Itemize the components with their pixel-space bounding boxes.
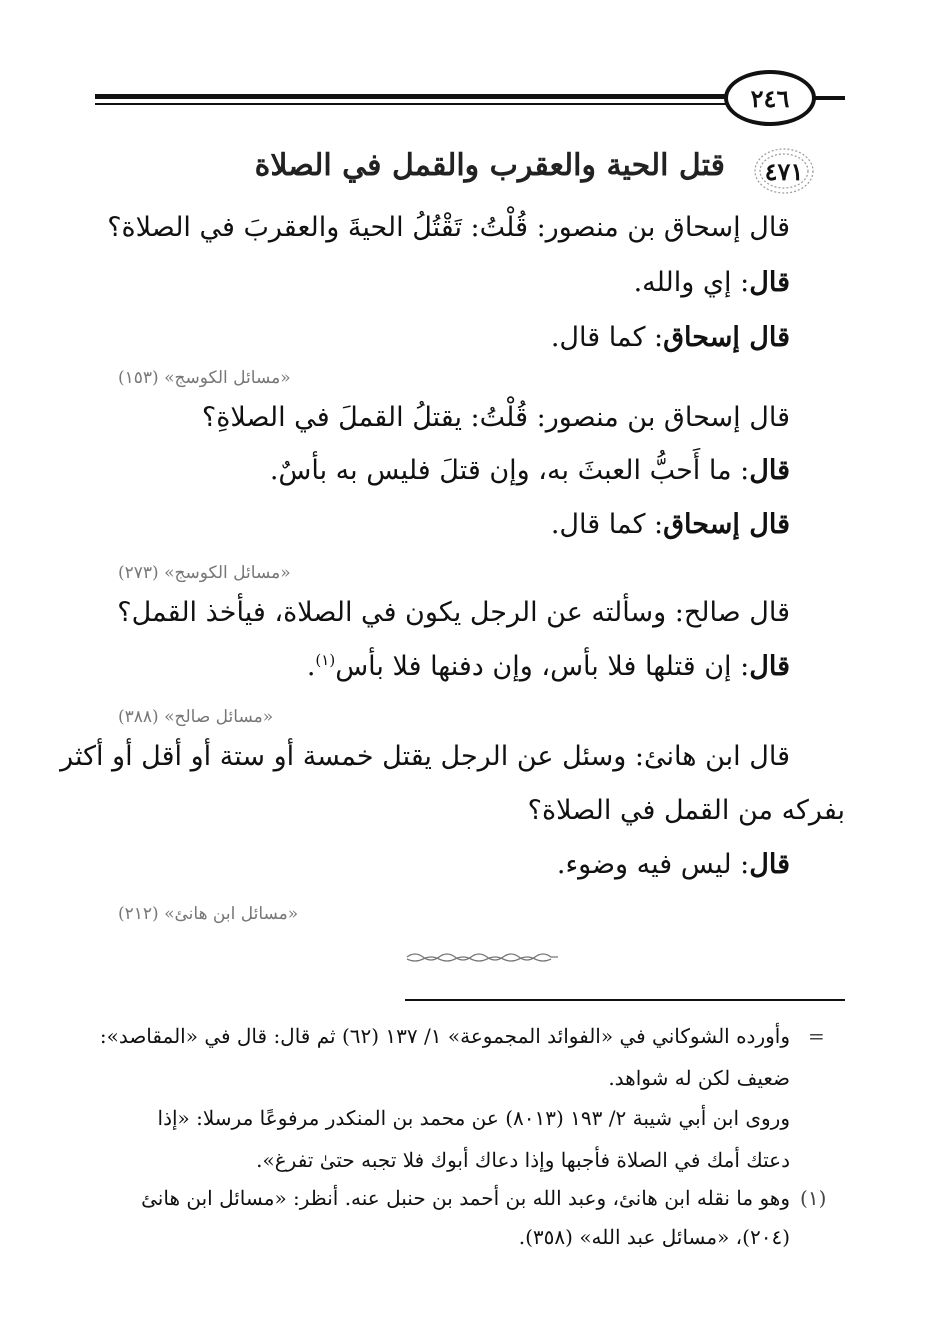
footnote-line: دعتك أمك في الصلاة فأجبها وإذا دعاك أبوك فلا تجبه حتىٰ تفرغ». bbox=[256, 1148, 790, 1172]
passage-line bbox=[307, 651, 790, 683]
passage-line bbox=[270, 455, 790, 487]
passage-line bbox=[117, 597, 790, 629]
header-rule-thin bbox=[95, 103, 730, 105]
page-number-badge bbox=[724, 70, 816, 126]
passage-line bbox=[551, 509, 790, 541]
section-number-badge bbox=[752, 146, 816, 196]
line-text: : كما قال. bbox=[550, 322, 664, 353]
source-citation: «مسائل صالح» (٣٨٨) bbox=[118, 707, 274, 727]
source-citation: «مسائل الكوسج» (٢٧٣) bbox=[118, 563, 291, 583]
speaker-label: قال bbox=[749, 849, 790, 880]
passage-line bbox=[634, 267, 790, 299]
section-title: قتل الحية والعقرب والقمل في الصلاة bbox=[254, 148, 725, 183]
footnote-continuation-mark: = bbox=[808, 1024, 825, 1048]
passage-line bbox=[557, 849, 790, 881]
section-end-ornament-icon bbox=[405, 950, 560, 964]
speaker-label: قال إسحاق bbox=[663, 509, 790, 540]
section-number: ٤٧١ bbox=[764, 156, 804, 186]
speaker-label: قال bbox=[749, 267, 790, 298]
speaker-label: قال bbox=[749, 651, 790, 682]
speaker-label: قال إسحاق bbox=[663, 322, 790, 353]
footnote-line: وأورده الشوكاني في «الفوائد المجموعة» ١/ ١٣٧ (٦٢) ثم قال: قال في «المقاصد»: bbox=[99, 1024, 790, 1048]
line-text: : إن قتلها فلا بأس، وإن دفنها فلا بأس bbox=[335, 651, 750, 682]
passage-line bbox=[551, 322, 790, 354]
footnote-line: وهو ما نقله ابن هانئ، وعبد الله بن أحمد بن حنبل عنه. أنظر: «مسائل ابن هانئ bbox=[141, 1186, 790, 1210]
line-text: : إي والله. bbox=[633, 267, 750, 298]
header-rule-thick bbox=[95, 94, 730, 99]
passage-line bbox=[60, 741, 790, 773]
header-rule-right bbox=[812, 96, 845, 100]
line-text: : كما قال. bbox=[550, 509, 664, 540]
footnote-line: وروى ابن أبي شيبة ٢/ ١٩٣ (٨٠١٣) عن محمد بن المنكدر مرفوعًا مرسلا: «إذا bbox=[157, 1106, 790, 1130]
footnote-reference: (١) bbox=[315, 651, 336, 669]
line-text: قال صالح: وسألته عن الرجل يكون في الصلاة، فيأخذ القمل؟ bbox=[117, 597, 790, 628]
footnote-separator bbox=[405, 999, 845, 1001]
line-text: قال إسحاق بن منصور: قُلْتُ: تَقْتُلُ الحيةَ والعقربَ في الصلاة؟ bbox=[107, 212, 790, 243]
footnote-line: (٢٠٤)، «مسائل عبد الله» (٣٥٨). bbox=[518, 1225, 790, 1249]
line-text-tail: . bbox=[306, 651, 316, 682]
line-text: بفركه من القمل في الصلاة؟ bbox=[527, 795, 845, 826]
footnote-line: ضعيف لكن له شواهد. bbox=[608, 1066, 790, 1090]
source-citation: «مسائل الكوسج» (١٥٣) bbox=[118, 368, 291, 388]
footnote-number: (١) bbox=[800, 1186, 827, 1210]
source-citation: «مسائل ابن هانئ» (٢١٢) bbox=[118, 904, 299, 924]
passage-line bbox=[528, 795, 845, 827]
line-text: قال ابن هانئ: وسئل عن الرجل يقتل خمسة أو ستة أو أقل أو أكثر bbox=[60, 741, 790, 772]
speaker-label: قال bbox=[749, 455, 790, 486]
line-text: قال إسحاق بن منصور: قُلْتُ: يقتلُ القملَ في الصلاةِ؟ bbox=[201, 402, 790, 433]
line-text: : ليس فيه وضوء. bbox=[556, 849, 750, 880]
passage-line bbox=[202, 402, 790, 434]
page-number: ٢٤٦ bbox=[750, 83, 790, 113]
line-text: : ما أَحبُّ العبثَ به، وإن قتلَ فليس به بأسٌ. bbox=[269, 455, 750, 486]
passage-line bbox=[107, 212, 790, 244]
